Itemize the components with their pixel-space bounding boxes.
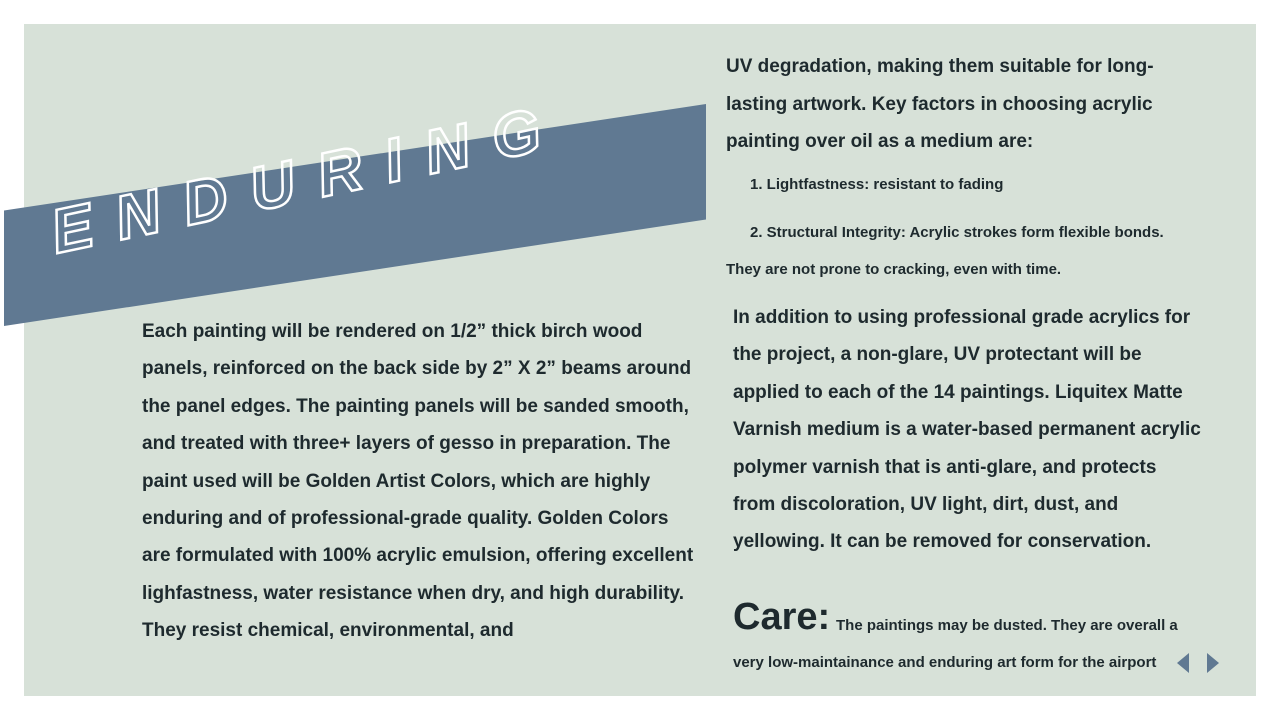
care-text-line1: The paintings may be dusted. They are overall a — [836, 617, 1178, 634]
right-top-paragraph: UV degradation, making them suitable for long-lasting artwork. Key factors in choosing acrylic painting over oil as a medium are: — [726, 56, 1154, 152]
factor-item-2: 2. Structural Integrity: Acrylic strokes form flexible bonds. — [750, 224, 1164, 241]
varnish-paragraph: In addition to using professional grade acrylics for the project, a non-glare, UV protectant will be applied to each of the 14 paintings. Liquitex Matte Varnish medium is a water-based permanent acrylic polymer varnish that is anti-glare, and protects from discoloration, UV light, dirt, dust, and yellowing. It can be removed for conservation. — [733, 307, 1201, 553]
factor-item-2-continuation: They are not prone to cracking, even with time. — [726, 261, 1062, 278]
factor-item-1: 1. Lightfastness: resistant to fading — [750, 176, 1004, 193]
banner-title: ENDURING — [44, 91, 571, 268]
care-text-line2: very low-maintainance and enduring art form for the airport — [733, 654, 1157, 671]
left-paragraph: Each painting will be rendered on 1/2” thick birch wood panels, reinforced on the back side by 2” X 2” beams around the panel edges. The painting panels will be sanded smooth, and treated with three+ layers of gesso in preparation. The paint used will be Golden Artist Colors, which are highly enduring and of professional-grade quality. Golden Colors are formulated with 100% acrylic emulsion, offering excellent lighfastness, water resistance when dry, and high durability. They resist chemical, environmental, and — [142, 321, 694, 642]
previous-slide-icon[interactable] — [1176, 652, 1190, 674]
next-slide-icon[interactable] — [1206, 652, 1220, 674]
care-heading: Care: — [733, 596, 831, 638]
